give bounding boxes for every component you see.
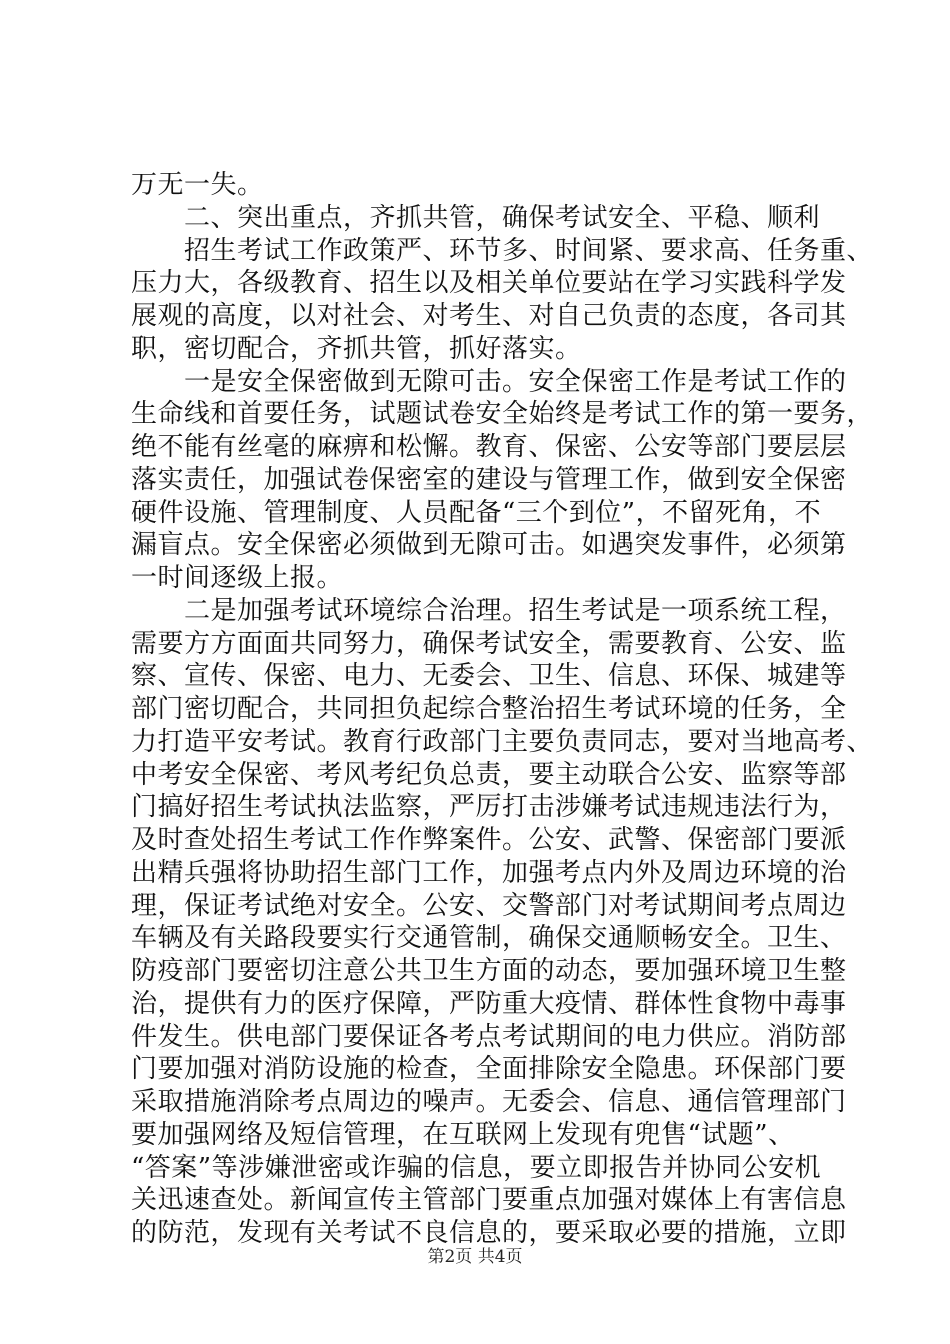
text-line: 要加强网络及短信管理，在互联网上发现有兜售“试题”、 bbox=[131, 1119, 795, 1150]
text-line: 职，密切配合，齐抓共管，抓好落实。 bbox=[131, 333, 582, 364]
text-line: 门搞好招生考试执法监察，严厉打击涉嫌考试违规违法行为， bbox=[131, 792, 847, 823]
text-line: “答案”等涉嫌泄密或诈骗的信息，要立即报告并协同公安机 bbox=[131, 1152, 822, 1183]
text-line: 的防范，发现有关考试不良信息的，要采取必要的措施，立即 bbox=[131, 1218, 847, 1248]
text-line: 察、宣传、保密、电力、无委会、卫生、信息、环保、城建等 bbox=[131, 661, 847, 692]
text-line: 招生考试工作政策严、环节多、时间紧、要求高、任务重、 bbox=[131, 235, 874, 266]
text-line: 万无一失。 bbox=[131, 170, 264, 200]
text-line: 压力大，各级教育、招生以及相关单位要站在学习实践科学发 bbox=[131, 268, 847, 299]
text-line: 车辆及有关路段要实行交通管制，确保交通顺畅安全。卫生、 bbox=[131, 923, 847, 954]
text-line: 落实责任，加强试卷保密室的建设与管理工作，做到安全保密 bbox=[131, 464, 847, 495]
text-line: 门要加强对消防设施的检查，全面排除安全隐患。环保部门要 bbox=[131, 1054, 847, 1085]
text-line: 力打造平安考试。教育行政部门主要负责同志，要对当地高考、 bbox=[131, 726, 874, 757]
text-line: 出精兵强将协助招生部门工作，加强考点内外及周边环境的治 bbox=[131, 857, 847, 888]
text-line: 二、突出重点，齐抓共管，确保考试安全、平稳、顺利 bbox=[131, 202, 821, 233]
text-line: 需要方方面面共同努力，确保考试安全，需要教育、公安、监 bbox=[131, 628, 847, 659]
text-line: 关迅速查处。新闻宣传主管部门要重点加强对媒体上有害信息 bbox=[131, 1185, 847, 1216]
text-line: 防疫部门要密切注意公共卫生方面的动态，要加强环境卫生整 bbox=[131, 956, 847, 986]
text-line: 展观的高度，以对社会、对考生、对自己负责的态度，各司其 bbox=[131, 301, 847, 331]
text-line: 治，提供有力的医疗保障，严防重大疫情、群体性食物中毒事 bbox=[131, 988, 847, 1019]
text-line: 部门密切配合，共同担负起综合整治招生考试环境的任务，全 bbox=[131, 694, 847, 724]
text-line: 件发生。供电部门要保证各考点考试期间的电力供应。消防部 bbox=[131, 1021, 847, 1052]
text-line: 漏盲点。安全保密必须做到无隙可击。如遇突发事件，必须第 bbox=[131, 530, 847, 561]
text-line: 一是安全保密做到无隙可击。安全保密工作是考试工作的 bbox=[131, 366, 847, 397]
text-line: 硬件设施、管理制度、人员配备“三个到位”，不留死角，不 bbox=[131, 497, 822, 528]
page-number-footer: 第2页 共4页 bbox=[427, 1247, 523, 1267]
text-line: 绝不能有丝毫的麻痹和松懈。教育、保密、公安等部门要层层 bbox=[131, 432, 847, 462]
text-line: 一时间逐级上报。 bbox=[131, 563, 344, 593]
text-line: 中考安全保密、考风考纪负总责，要主动联合公安、监察等部 bbox=[131, 759, 847, 790]
text-line: 生命线和首要任务，试题试卷安全始终是考试工作的第一要务， bbox=[131, 399, 874, 430]
text-line: 及时查处招生考试工作作弊案件。公安、武警、保密部门要派 bbox=[131, 825, 847, 855]
text-line: 理，保证考试绝对安全。公安、交警部门对考试期间考点周边 bbox=[131, 890, 847, 921]
text-line: 二是加强考试环境综合治理。招生考试是一项系统工程， bbox=[131, 595, 847, 626]
text-line: 采取措施消除考点周边的噪声。无委会、信息、通信管理部门 bbox=[131, 1087, 847, 1117]
